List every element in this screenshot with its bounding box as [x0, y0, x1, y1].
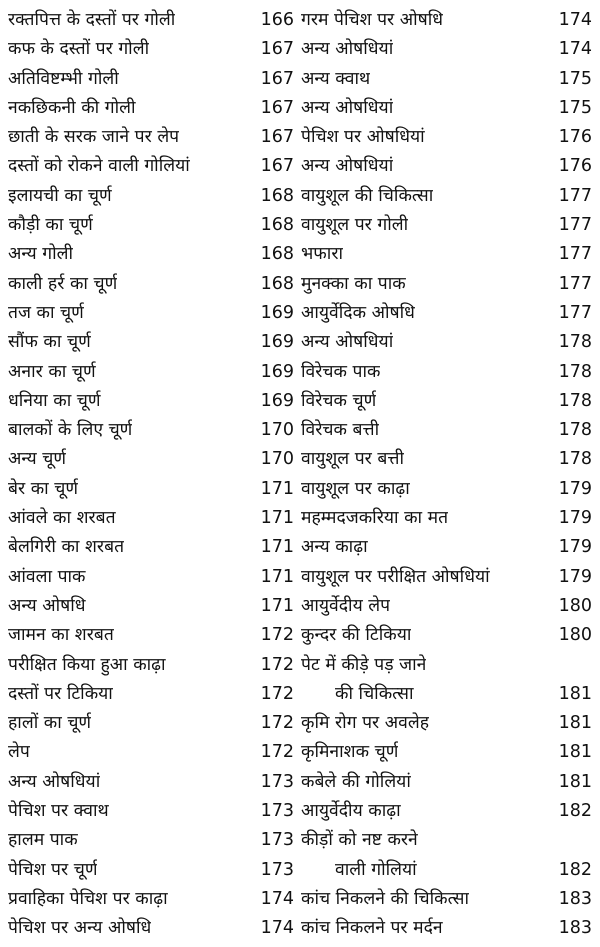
entry-page-number: 175 — [558, 68, 592, 89]
index-entry — [8, 738, 294, 767]
index-entry — [301, 94, 592, 123]
entry-page-number: 166 — [260, 10, 294, 30]
entry-page-number: 177 — [558, 273, 592, 294]
entry-title: अतिविष्टम्भी गोली — [8, 68, 119, 89]
entry-page-number: 179 — [558, 478, 592, 499]
entry-title: कृमिनाशक चूर्ण — [301, 742, 399, 763]
entry-page-number: 171 — [260, 478, 294, 499]
index-entry — [8, 387, 294, 416]
index-entry — [301, 533, 592, 562]
index-entry — [8, 270, 294, 299]
entry-title: धनिया का चूर्ण — [8, 390, 101, 411]
entry-title: आयुर्वेदीय काढ़ा — [301, 801, 401, 822]
entry-title: अन्य ओषधियां — [301, 39, 394, 60]
entry-title: सौंफ का चूर्ण — [8, 332, 91, 353]
entry-page-number: 178 — [558, 361, 592, 382]
entry-page-number: 177 — [558, 244, 592, 265]
entry-page-number: 171 — [260, 537, 294, 558]
entry-page-number: 179 — [558, 537, 592, 558]
index-entry — [301, 182, 592, 211]
entry-title: कीड़ों को नष्ट करने — [301, 830, 418, 851]
entry-page-number: 169 — [260, 390, 294, 411]
index-entry — [8, 240, 294, 269]
entry-page-number: 168 — [260, 215, 294, 236]
index-entry — [301, 768, 592, 797]
entry-page-number: 170 — [260, 449, 294, 470]
entry-page-number: 183 — [558, 918, 592, 939]
entry-page-number: 180 — [558, 625, 592, 646]
entry-title: अन्य ओषधियां — [301, 97, 394, 118]
entry-title: पेचिश पर अन्य ओषधि — [8, 918, 152, 939]
entry-page-number: 176 — [558, 127, 592, 148]
entry-title: अन्य क्वाथ — [301, 68, 371, 89]
entry-title: छाती के सरक जाने पर लेप — [8, 127, 180, 148]
entry-title: बेर का चूर्ण — [8, 478, 79, 499]
index-entry — [8, 621, 294, 650]
entry-title: अन्य चूर्ण — [8, 449, 67, 470]
entry-page-number: 169 — [260, 361, 294, 382]
entry-page-number: 177 — [558, 215, 592, 236]
entry-page-number: 182 — [558, 859, 592, 880]
entry-page-number: 169 — [260, 332, 294, 353]
index-entry — [301, 914, 592, 943]
index-entry — [8, 914, 294, 943]
entry-page-number: 177 — [558, 185, 592, 206]
index-entry — [301, 738, 592, 767]
index-entry — [8, 182, 294, 211]
entry-title: प्रवाहिका पेचिश पर काढ़ा — [8, 888, 168, 909]
entry-page-number: 174 — [558, 39, 592, 60]
entry-page-number: 173 — [260, 771, 294, 792]
index-entry — [8, 533, 294, 562]
entry-page-number: 173 — [260, 830, 294, 851]
entry-page-number: 172 — [260, 683, 294, 704]
entry-title: बालकों के लिए चूर्ण — [8, 420, 133, 441]
entry-page-number: 168 — [260, 244, 294, 265]
entry-page-number: 172 — [260, 742, 294, 763]
index-entry — [8, 504, 294, 533]
entry-page-number: 174 — [558, 10, 592, 30]
index-entry — [301, 387, 592, 416]
entry-page-number: 178 — [558, 449, 592, 470]
entry-page-number: 167 — [260, 127, 294, 148]
entry-title: कांच निकलने पर मर्दन — [301, 918, 443, 939]
index-entry — [301, 416, 592, 445]
entry-title: कफ के दस्तों पर गोली — [8, 39, 150, 60]
index-entry — [8, 797, 294, 826]
entry-page-number: 169 — [260, 302, 294, 323]
entry-title: अन्य काढ़ा — [301, 537, 368, 558]
entry-title: काली हर्र का चूर्ण — [8, 273, 118, 294]
entry-page-number: 171 — [260, 508, 294, 529]
entry-title: भफारा — [301, 244, 344, 265]
index-entry — [301, 211, 592, 240]
entry-title: परीक्षित किया हुआ काढ़ा — [8, 654, 166, 675]
entry-page-number: 170 — [260, 420, 294, 441]
index-entry — [301, 475, 592, 504]
index-entry — [301, 856, 592, 885]
index-entry — [301, 885, 592, 914]
entry-title: रक्तपित्त के दस्तों पर गोली — [8, 10, 176, 30]
index-entry — [301, 797, 592, 826]
entry-title: विरेचक पाक — [301, 361, 381, 382]
index-entry — [8, 445, 294, 474]
entry-title: अन्य ओषधियां — [301, 332, 394, 353]
entry-page-number: 181 — [558, 683, 592, 704]
entry-title: कबेले की गोलियां — [301, 771, 411, 792]
entry-page-number: 167 — [260, 156, 294, 177]
entry-title: लेप — [8, 742, 30, 763]
entry-page-number: 167 — [260, 39, 294, 60]
entry-title: अन्य ओषधि — [8, 595, 86, 616]
index-entry — [301, 6, 592, 35]
entry-page-number: 168 — [260, 185, 294, 206]
index-entry — [8, 826, 294, 855]
index-entry — [301, 445, 592, 474]
entry-title: नकछिकनी की गोली — [8, 97, 136, 118]
entry-title: अन्य ओषधियां — [8, 771, 101, 792]
index-entry — [301, 826, 592, 855]
entry-page-number: 182 — [558, 801, 592, 822]
entry-title: आंवला पाक — [8, 566, 86, 587]
entry-page-number: 173 — [260, 859, 294, 880]
entry-title: वायुशूल पर काढ़ा — [301, 478, 410, 499]
entry-title: दस्तों को रोकने वाली गोलियां — [8, 156, 190, 177]
entry-title: पेट में कीड़े पड़ जाने — [301, 654, 427, 675]
entry-page-number: 174 — [260, 918, 294, 939]
entry-title: आंवले का शरबत — [8, 508, 116, 529]
index-entry — [301, 504, 592, 533]
index-entry — [8, 123, 294, 152]
index-entry — [301, 651, 592, 680]
index-entry — [301, 563, 592, 592]
index-entry — [301, 621, 592, 650]
entry-title: अन्य गोली — [8, 244, 74, 265]
entry-page-number: 174 — [260, 888, 294, 909]
entry-page-number: 168 — [260, 273, 294, 294]
entry-title: वायुशूल पर परीक्षित ओषधियां — [301, 566, 490, 587]
entry-title: की चिकित्सा — [335, 683, 414, 704]
index-entry — [8, 35, 294, 64]
index-entry — [8, 211, 294, 240]
entry-page-number: 176 — [558, 156, 592, 177]
entry-title: बेलगिरी का शरबत — [8, 537, 125, 558]
index-entry — [8, 65, 294, 94]
entry-page-number: 172 — [260, 713, 294, 734]
index-entry — [301, 592, 592, 621]
index-entry — [301, 358, 592, 387]
entry-title: इलायची का चूर्ण — [8, 185, 112, 206]
index-entry — [8, 709, 294, 738]
entry-page-number: 183 — [558, 888, 592, 909]
entry-title: विरेचक बत्ती — [301, 420, 380, 441]
entry-title: आयुर्वेदिक ओषधि — [301, 302, 415, 323]
entry-page-number: 179 — [558, 566, 592, 587]
entry-title: तज का चूर्ण — [8, 302, 84, 323]
entry-page-number: 181 — [558, 713, 592, 734]
index-entry — [301, 35, 592, 64]
index-entry — [8, 94, 294, 123]
index-entry — [8, 358, 294, 387]
entry-title: कुन्दर की टिकिया — [301, 625, 412, 646]
entry-title: पेचिश पर क्वाथ — [8, 801, 109, 822]
entry-title: वायुशूल पर गोली — [301, 215, 409, 236]
index-entry — [301, 709, 592, 738]
entry-page-number: 177 — [558, 302, 592, 323]
entry-page-number: 175 — [558, 97, 592, 118]
entry-title: मुनक्का का पाक — [301, 273, 406, 294]
entry-title: दस्तों पर टिकिया — [8, 683, 113, 704]
entry-title: हालों का चूर्ण — [8, 713, 92, 734]
index-entry — [301, 328, 592, 357]
entry-title: गरम पेचिश पर ओषधि — [301, 10, 444, 30]
entry-title: वाली गोलियां — [335, 859, 417, 880]
entry-title: पेचिश पर ओषधियां — [301, 127, 425, 148]
entry-page-number: 178 — [558, 332, 592, 353]
entry-title: अनार का चूर्ण — [8, 361, 96, 382]
entry-page-number: 172 — [260, 625, 294, 646]
entry-page-number: 171 — [260, 566, 294, 587]
entry-title: वायुशूल की चिकित्सा — [301, 185, 434, 206]
index-entry — [301, 240, 592, 269]
entry-page-number: 181 — [558, 742, 592, 763]
entry-title: कौड़ी का चूर्ण — [8, 215, 93, 236]
entry-title: विरेचक चूर्ण — [301, 390, 377, 411]
entry-page-number: 178 — [558, 390, 592, 411]
entry-page-number: 167 — [260, 68, 294, 89]
entry-title: पेचिश पर चूर्ण — [8, 859, 98, 880]
entry-title: महम्मदजकरिया का मत — [301, 508, 449, 529]
index-entry — [301, 123, 592, 152]
index-entry — [8, 592, 294, 621]
entry-title: कांच निकलने की चिकित्सा — [301, 888, 469, 909]
index-entry — [301, 270, 592, 299]
index-entry — [301, 152, 592, 181]
entry-title: हालम पाक — [8, 830, 78, 851]
index-entry — [301, 680, 592, 709]
index-entry — [8, 152, 294, 181]
index-entry — [8, 856, 294, 885]
entry-title: अन्य ओषधियां — [301, 156, 394, 177]
index-column-left — [8, 6, 294, 944]
entry-page-number: 172 — [260, 654, 294, 675]
entry-page-number: 178 — [558, 420, 592, 441]
index-entry — [301, 65, 592, 94]
index-column-right — [301, 6, 592, 944]
index-entry — [8, 768, 294, 797]
index-entry — [8, 475, 294, 504]
index-entry — [8, 416, 294, 445]
index-entry — [8, 299, 294, 328]
entry-title: जामन का शरबत — [8, 625, 114, 646]
index-entry — [8, 563, 294, 592]
index-entry — [8, 328, 294, 357]
index-entry — [8, 6, 294, 35]
entry-page-number: 173 — [260, 801, 294, 822]
index-entry — [8, 680, 294, 709]
index-entry — [8, 885, 294, 914]
entry-page-number: 181 — [558, 771, 592, 792]
entry-title: कृमि रोग पर अवलेह — [301, 713, 430, 734]
index-entry — [301, 299, 592, 328]
entry-page-number: 171 — [260, 595, 294, 616]
entry-page-number: 180 — [558, 595, 592, 616]
entry-title: वायुशूल पर बत्ती — [301, 449, 405, 470]
index-entry — [8, 651, 294, 680]
entry-title: आयुर्वेदीय लेप — [301, 595, 391, 616]
entry-page-number: 179 — [558, 508, 592, 529]
entry-page-number: 167 — [260, 97, 294, 118]
